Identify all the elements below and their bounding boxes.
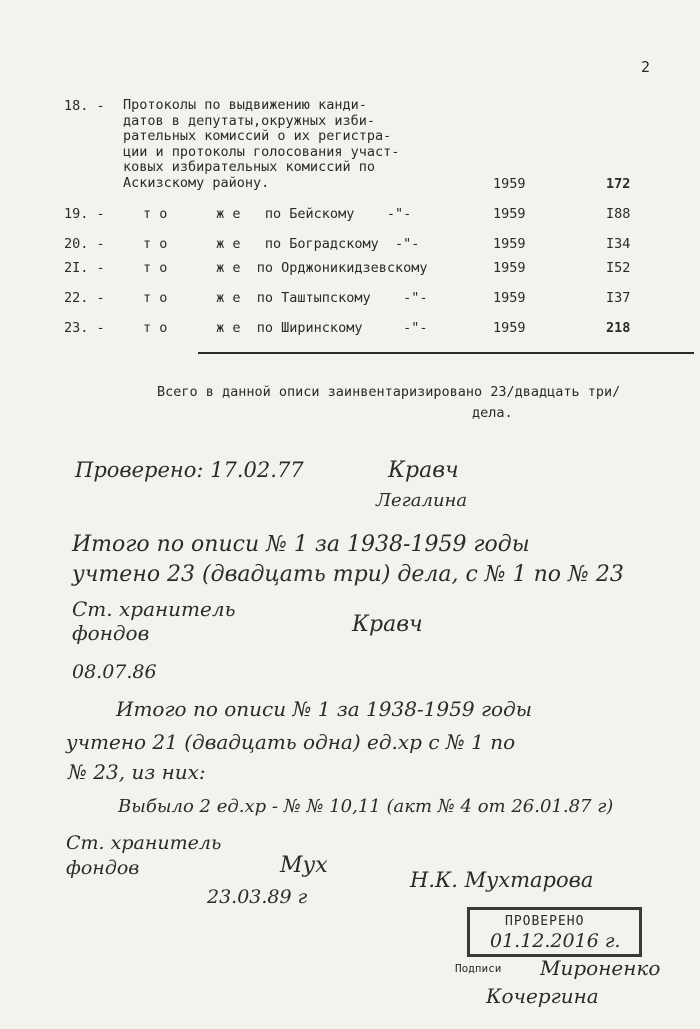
stamp-podpisi: Подписи	[455, 962, 502, 975]
row-year: 1959	[493, 206, 526, 222]
row-text: т о ж е по Орджоникидзевскому	[143, 260, 428, 276]
row-count: I37	[606, 290, 631, 306]
row-text: т о ж е по Ширинскому -"-	[143, 320, 428, 336]
date-note: 08.07.86	[72, 661, 157, 683]
removed-note: Выбыло 2 ед.хр - № № 10,11 (акт № 4 от 26.01.87 г)	[118, 796, 614, 817]
row-number: 2I. -	[64, 260, 105, 276]
row-number: 22. -	[64, 290, 105, 306]
item-18-line: ции и протоколы голосования участ-	[123, 143, 400, 160]
row-count: I34	[606, 236, 631, 252]
stamp-signature: Мироненко	[540, 956, 661, 980]
keeper-title: фондов	[72, 621, 150, 645]
total-note-line: Итого по описи № 1 за 1938-1959 годы	[116, 697, 533, 721]
row-count: I88	[606, 206, 631, 222]
date-note: 23.03.89 г	[207, 886, 308, 908]
row-year: 1959	[493, 260, 526, 276]
row-count: 218	[606, 320, 631, 336]
keeper-title: Ст. хранитель	[72, 597, 236, 621]
checked-note: Проверено: 17.02.77	[75, 458, 304, 482]
stamp-date: 01.12.2016 г.	[490, 930, 621, 952]
summary-line: Всего в данной описи заинвентаризировано 23/двадцать три/	[157, 384, 621, 400]
keeper-title: Ст. хранитель	[66, 832, 222, 854]
total-note-line: учтено 21 (двадцать одна) ед.хр с № 1 по	[66, 730, 516, 754]
row-year: 1959	[493, 290, 526, 306]
item-18-description	[123, 98, 399, 191]
keeper-signature: Мух	[280, 853, 328, 878]
row-number: 23. -	[64, 320, 105, 336]
row-year: 1959	[493, 236, 526, 252]
row-text: т о ж е по Таштыпскому -"-	[143, 290, 428, 306]
item-18-line: ковых избирательных комиссий по	[123, 159, 375, 175]
row-number: 19. -	[64, 206, 105, 222]
keeper-title: фондов	[66, 857, 140, 879]
item-18-line: рательных комиссий о их регистра-	[123, 128, 392, 144]
stamp-label: ПРОВЕРЕНО	[505, 914, 585, 929]
row-number: 20. -	[64, 236, 105, 252]
signature-kravch: Кравч	[388, 458, 459, 483]
item-18-line: датов в депутаты,окружных изби-	[123, 112, 375, 129]
keeper-signature: Кравч	[352, 612, 423, 637]
separator-line	[198, 352, 694, 354]
item-18-line: Протоколы по выдвижению канди-	[123, 97, 367, 113]
item-18-number: 18. -	[64, 98, 105, 114]
page-number: 2	[641, 58, 651, 76]
row-text: т о ж е по Бейскому -"-	[143, 206, 412, 222]
keeper-name: Н.К. Мухтарова	[410, 868, 594, 892]
total-note-line: № 23, из них:	[68, 760, 206, 784]
item-18-count: 172	[606, 176, 631, 192]
row-year: 1959	[493, 320, 526, 336]
total-note-line: учтено 23 (двадцать три) дела, с № 1 по № 23	[72, 562, 624, 587]
row-text: т о ж е по Боградскому -"-	[143, 236, 420, 252]
signature-legalina: Легалина	[376, 490, 468, 511]
stamp-signature: Кочергина	[486, 984, 599, 1008]
summary-line: дела.	[472, 405, 513, 421]
total-note-line: Итого по описи № 1 за 1938-1959 годы	[72, 532, 530, 557]
item-18-line: Аскизскому району.	[123, 174, 270, 191]
row-count: I52	[606, 260, 631, 276]
item-18-year: 1959	[493, 176, 526, 192]
